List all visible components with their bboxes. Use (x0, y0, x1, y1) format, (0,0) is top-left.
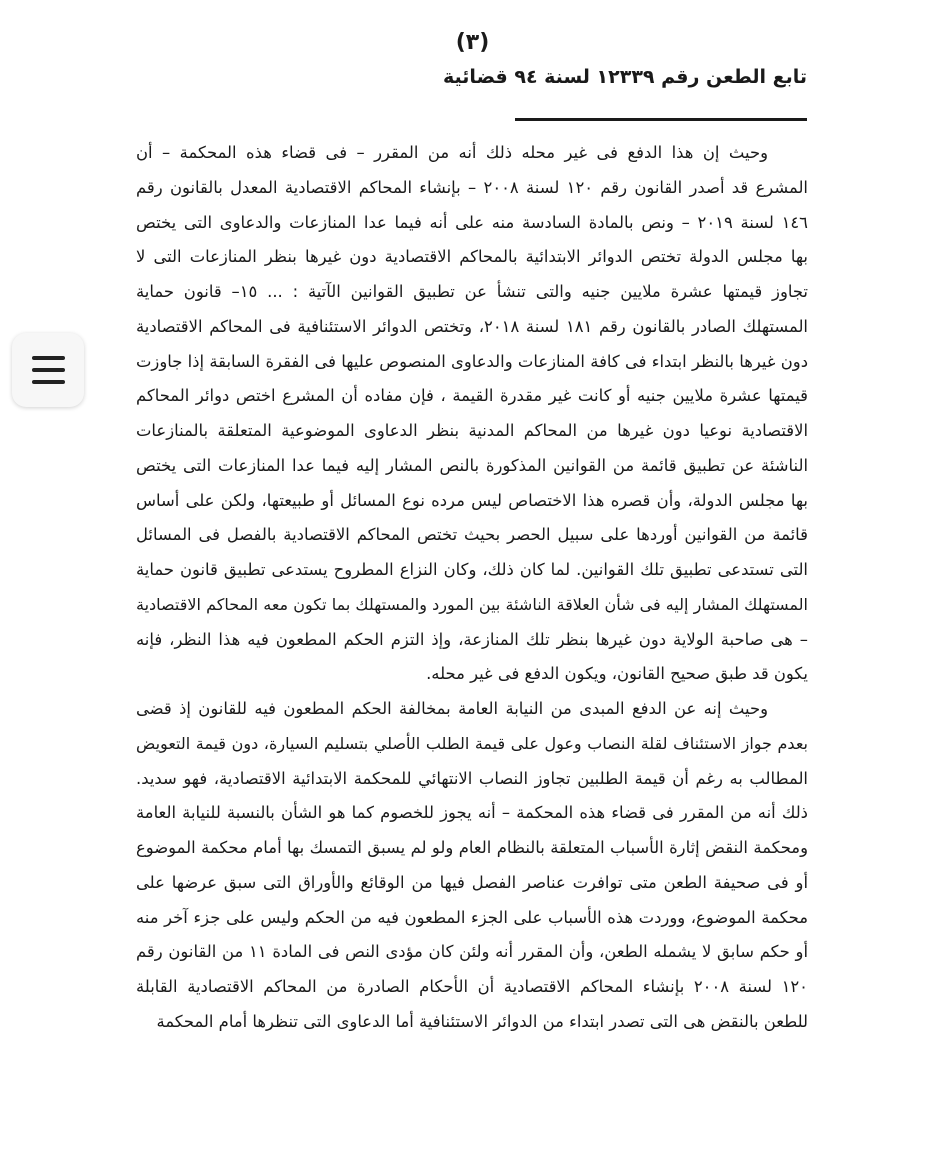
paragraph-line: المطالب به رغم أن قيمة الطلبين تجاوز النصاب الانتهائي للمحكمة الابتدائية الاقتصادية، فهو سديد. (136, 768, 808, 788)
paragraph-line: المستهلك المشار إليه فى شأن العلاقة الناشئة بين المورد والمستهلك بما تكون معه المحاكم الاقتصادية (136, 594, 808, 614)
heading-underline (515, 118, 807, 121)
hamburger-menu-icon-bar (32, 380, 65, 384)
paragraph-line: قائمة من القوانين أوردها على سبيل الحصر بحيث تختص المحاكم الاقتصادية بالفصل فى المسائل (136, 525, 808, 545)
paragraph-line: بها مجلس الدولة، وأن قصره هذا الاختصاص ليس مرده نوع المسائل أو طبيعتها، ولكن على أساس (136, 490, 808, 510)
paragraph-line: الاقتصادية نوعيا دون غيرها من المحاكم المدنية بنظر الدعاوى الموضوعية المتعلقة بالمنازعات (136, 421, 808, 440)
menu-button[interactable] (12, 333, 84, 407)
paragraph-line: أو فى صحيفة الطعن متى توافرت عناصر الفصل فيها من الوقائع والأوراق التى سبق عرضها على (136, 872, 808, 892)
paragraph-line: بعدم جواز الاستئناف لقلة النصاب وعول على قيمة الطلب الأصلي بتسليم السيارة، دون قيمة التعويض (136, 733, 808, 753)
paragraph-line: أو حكم سابق لا يشمله الطعن، وأن المقرر أنه ولئن كان مؤدى النص فى المادة ١١ من القانون رقم (136, 942, 808, 962)
page-number: (٣) (455, 30, 490, 55)
paragraph-line: ذلك أنه من المقرر فى قضاء هذه المحكمة – أنه يجوز للخصوم كما هو الشأن بالنسبة للنيابة العامة (136, 803, 808, 823)
paragraph-line: التى تستدعى تطبيق تلك القوانين. لما كان ذلك، وكان النزاع المطروح يستدعى تطبيق قانون حماية (136, 560, 808, 579)
paragraph-line: ١٤٦ لسنة ٢٠١٩ – ونص بالمادة السادسة منه على أنه فيما عدا المنازعات والدعاوى التى يختص (136, 212, 808, 232)
hamburger-menu-icon (32, 356, 65, 360)
paragraph-line: وحيث إنه عن الدفع المبدى من النيابة العامة بمخالفة الحكم المطعون فيه للقانون إذ قضى (136, 699, 768, 718)
paragraph-line: يكون قد طبق صحيح القانون، ويكون الدفع فى غير محله. (426, 664, 808, 684)
paragraph-line: وحيث إن هذا الدفع فى غير محله ذلك أنه من المقرر – فى قضاء هذه المحكمة – أن (136, 143, 768, 162)
paragraph-line: ومحكمة النقض إثارة الأسباب المتعلقة بالنظام العام ولو لم يسبق التمسك بها أمام محكمة الموضوع (136, 838, 808, 857)
paragraph-line: للطعن بالنقض هى التى تصدر ابتداء من الدوائر الاستئنافية أما الدعاوى التى تنظرها أمام المحكمة (156, 1011, 808, 1031)
paragraph-line: ١٢٠ لسنة ٢٠٠٨ بإنشاء المحاكم الاقتصادية أن الأحكام الصادرة من المحاكم الاقتصادية القابلة (136, 977, 808, 996)
document-body (136, 136, 808, 1040)
paragraph-line: المستهلك الصادر بالقانون رقم ١٨١ لسنة ٢٠١٨، وتختص الدوائر الاستئنافية فى المحاكم الاقتصادية (136, 316, 808, 336)
paragraph-line: الناشئة عن تطبيق قائمة من القوانين المذكورة بالنص المشار إليه فيما عدا المنازعات التى يختص (136, 455, 808, 475)
paragraph-line: المشرع قد أصدر القانون رقم ١٢٠ لسنة ٢٠٠٨ – بإنشاء المحاكم الاقتصادية المعدل بالقانون رقم (136, 177, 808, 197)
paragraph-line: قيمتها عشرة ملايين جنيه أو كانت غير مقدرة القيمة ، فإن مفاده أن المشرع اختص دوائر المحاكم (136, 386, 808, 406)
paragraph-line: محكمة الموضوع، ووردت هذه الأسباب على الجزء المطعون فيه من الحكم وليس على جزء آخر منه (136, 907, 808, 927)
paragraph-line: تجاوز قيمتها عشرة ملايين جنيه والتى تنشأ عن تطبيق القوانين الآتية : ... ١٥– قانون حماية (136, 282, 808, 301)
case-reference-heading: تابع الطعن رقم ١٢٣٣٩ لسنة ٩٤ قضائية (443, 66, 807, 88)
paragraph-line: – هى صاحبة الولاية دون غيرها بنظر تلك المنازعة، وإذ التزم الحكم المطعون فيه هذا النظر، فإنه (136, 629, 808, 649)
hamburger-menu-icon-bar (32, 368, 65, 372)
paragraph-line: دون غيرها بالنظر ابتداء فى كافة المنازعات والدعاوى المنصوص عليها فى الفقرة السابقة إذا جاوزت (136, 351, 808, 371)
paragraph-line: بها مجلس الدولة تختص الدوائر الابتدائية بالمحاكم الاقتصادية دون غيرها بنظر المنازعات التى لا (136, 247, 808, 267)
